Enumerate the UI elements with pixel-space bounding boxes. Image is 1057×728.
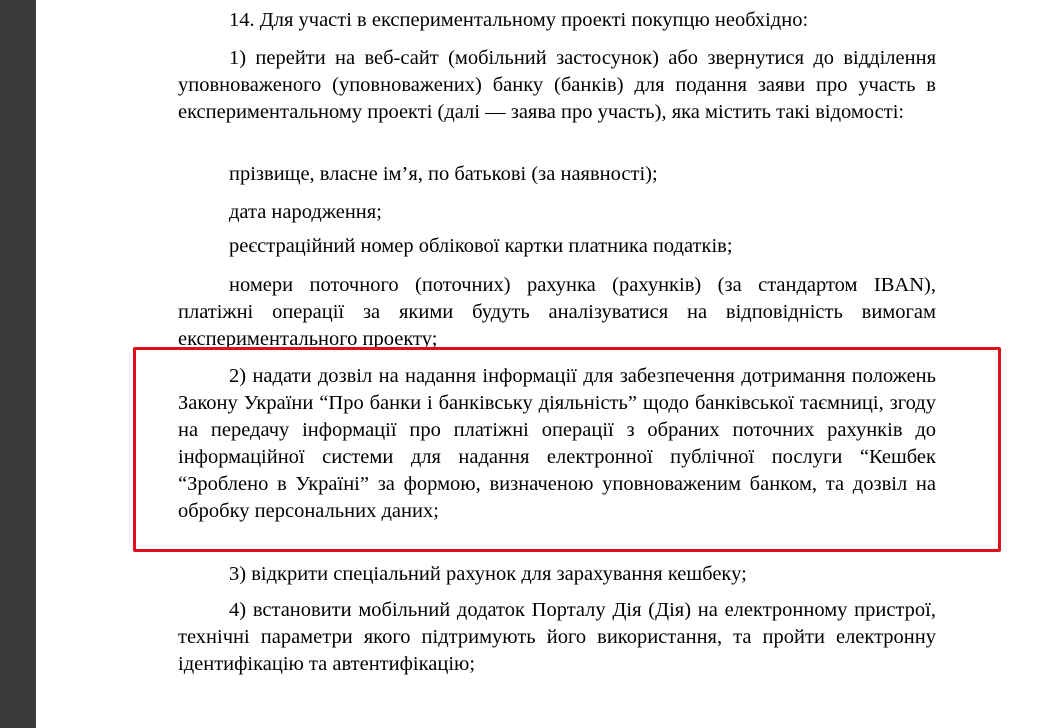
step-1-paragraph: 1) перейти на веб-сайт (мобільний застосунок) або звернутися до відділення уповноваженого (уповноважених) банку (банків) для подання заяви про участь в експериментальному проекті (далі — заява про участь), яка містить такі відомості: (178, 47, 936, 123)
document-page (36, 0, 1057, 728)
list-item-birth-date: дата народження; (229, 201, 382, 223)
list-item-tax-number: реєстраційний номер облікової картки платника податків; (229, 235, 733, 257)
list-item-name: прізвище, власне ім’я, по батькові (за наявності); (229, 163, 658, 185)
list-item-iban-accounts: номери поточного (поточних) рахунка (рахунків) (за стандартом IBAN), платіжні операції за якими будуть аналізуватися на відповідність вимогам експериментального проекту; (178, 274, 936, 350)
item-14-intro: 14. Для участі в експериментальному проекті покупцю необхідно: (229, 9, 809, 31)
step-4-paragraph: 4) встановити мобільний додаток Порталу Дія (Дія) на електронному пристрої, технічні параметри якого підтримують його використання, та пройти електронну ідентифікацію та автентифікацію; (178, 599, 936, 675)
step-2-paragraph: 2) надати дозвіл на надання інформації для забезпечення дотримання положень Закону України “Про банки і банківську діяльність” щодо банківської таємниці, згоду на передачу інформації про платіжні операції з обраних поточних рахунків до інформаційної системи для надання електронної публічної послуги “Кешбек “Зроблено в Україні” за формою, визначеною уповноваженим банком, та дозвіл на обробку персональних даних; (178, 365, 936, 522)
step-3-paragraph: 3) відкрити спеціальний рахунок для зарахування кешбеку; (229, 563, 747, 585)
highlight-box (133, 347, 1001, 552)
